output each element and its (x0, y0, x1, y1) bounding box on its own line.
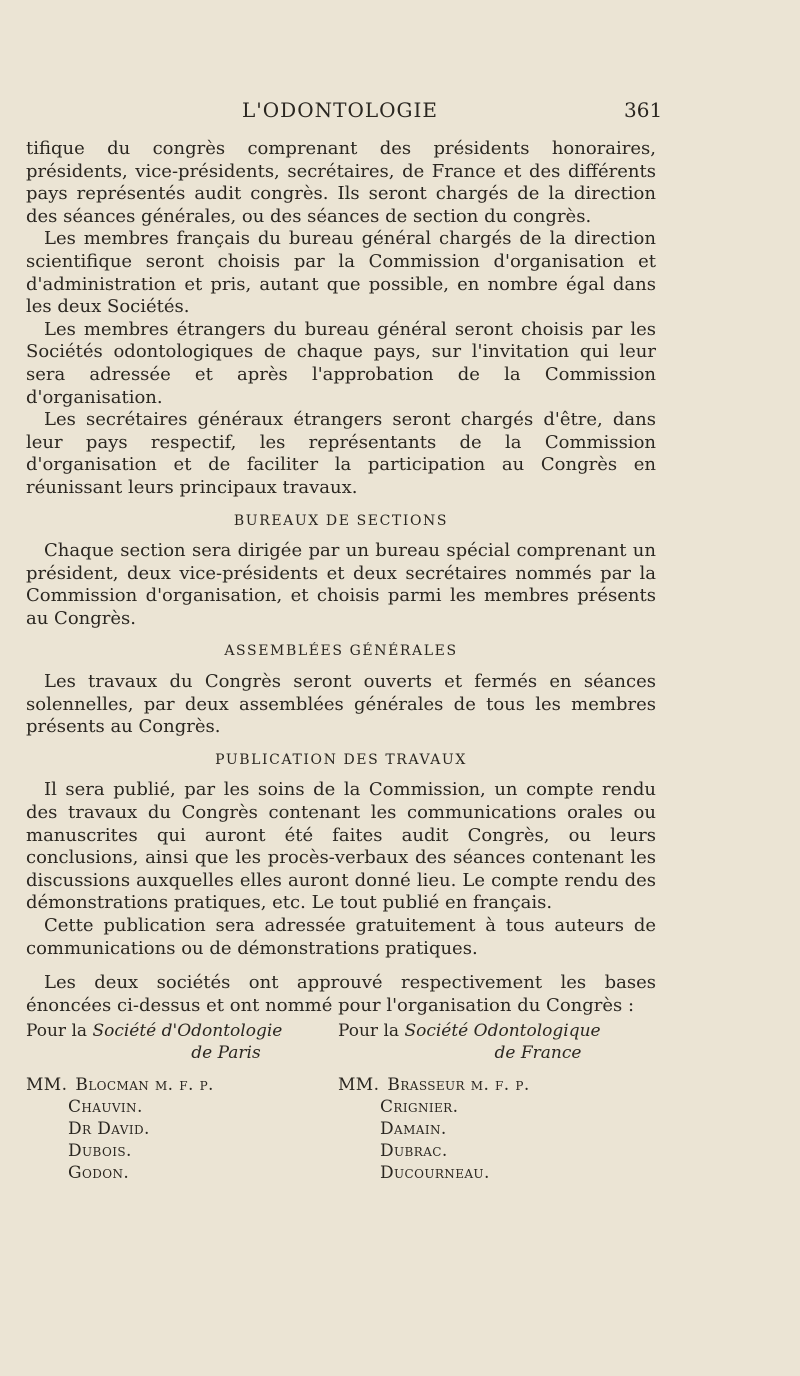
member-item: Dubois. (68, 1141, 132, 1161)
member-item: Crignier. (380, 1097, 459, 1117)
member-item: Godon. (68, 1163, 130, 1183)
paragraph: Les membres français du bureau général chargés de la direction scientifique seront choisis par la Commission d'organisation et d'administration et pris, autant que possible, en nombre égal dans les deux Sociétés. (26, 228, 656, 318)
paragraph: Chaque section sera dirigée par un bureau spécial comprenant un président, deux vice-présidents et deux secrétaires nommés par la Commission d'organisation, et choisis parmi les membres présents au Congrès. (26, 540, 656, 629)
running-title: L'ODONTOLOGIE (242, 98, 438, 122)
member-item: Dubrac. (380, 1141, 448, 1161)
society-prefix: Pour la (26, 1021, 88, 1041)
member-name: Blocman m. f. p. (75, 1075, 214, 1095)
member-item: Chauvin. (68, 1097, 143, 1117)
society-city: de France (494, 1043, 582, 1063)
paragraph: Les secrétaires généraux étrangers seront chargés d'être, dans leur pays respectif, les représentants de la Commission d'organisation et de faciliter la participation au Congrès en réunissant leurs principaux travaux. (26, 409, 656, 498)
paragraph: Il sera publié, par les soins de la Commission, un compte rendu des travaux du Congrès contenant les communications orales ou manuscrites qui auront été faites audit Congrès, ou leurs conclusions, ainsi que les procès-verbaux des séances contenant les discussions auxquelles elles auront donné lieu. Le compte rendu des démonstrations pratiques, etc. Le tout publié en français. (26, 779, 656, 914)
section-heading-bureaux: BUREAUX DE SECTIONS (233, 512, 449, 529)
member-item: Dr David. (68, 1119, 150, 1139)
society-city: de Paris (191, 1043, 261, 1063)
mm-label: MM. (26, 1075, 68, 1095)
member-name: Brasseur m. f. p. (387, 1075, 530, 1095)
paragraph: Les travaux du Congrès seront ouverts et fermés en séances solennelles, par deux assemblées générales de tous les membres présents au Congrès. (26, 671, 656, 738)
member-list (26, 1074, 346, 1184)
society-name: Société Odontologique (404, 1021, 601, 1041)
mm-label: MM. (338, 1075, 380, 1095)
signature-column-france (338, 1020, 658, 1184)
page-number: 361 (624, 98, 663, 122)
closing-paragraph: Les deux sociétés ont approuvé respectivement les bases énoncées ci-dessus et ont nommé pour l'organisation du Congrès : (26, 972, 656, 1016)
society-line (26, 1020, 346, 1042)
society-prefix: Pour la (338, 1021, 400, 1041)
paragraph: tifique du congrès comprenant des présidents honoraires, présidents, vice-présidents, secrétaires, de France et des différents pays représentés audit congrès. Ils seront chargés de la direction des séances générales, ou des séances de section du congrès. (26, 138, 656, 227)
body-text (26, 138, 656, 1017)
member-item (338, 1074, 658, 1096)
society-line (338, 1020, 658, 1042)
paragraph: Les membres étrangers du bureau général seront choisis par les Sociétés odontologiques de chaque pays, sur l'invitation qui leur sera adressée et après l'approbation de la Commission d'organisation. (26, 318, 656, 408)
member-item (26, 1074, 346, 1096)
section-heading-assemblees: ASSEMBLÉES GÉNÉRALES (224, 643, 458, 660)
member-item: Ducourneau. (380, 1163, 490, 1183)
member-list (338, 1074, 658, 1184)
page-header (0, 98, 800, 128)
member-item: Damain. (380, 1119, 447, 1139)
signature-column-paris (26, 1020, 346, 1184)
paragraph: Cette publication sera adressée gratuitement à tous auteurs de communications ou de démonstrations pratiques. (26, 915, 656, 959)
section-heading-publication: PUBLICATION DES TRAVAUX (215, 751, 467, 768)
society-name: Société d'Odontologie (92, 1021, 283, 1041)
